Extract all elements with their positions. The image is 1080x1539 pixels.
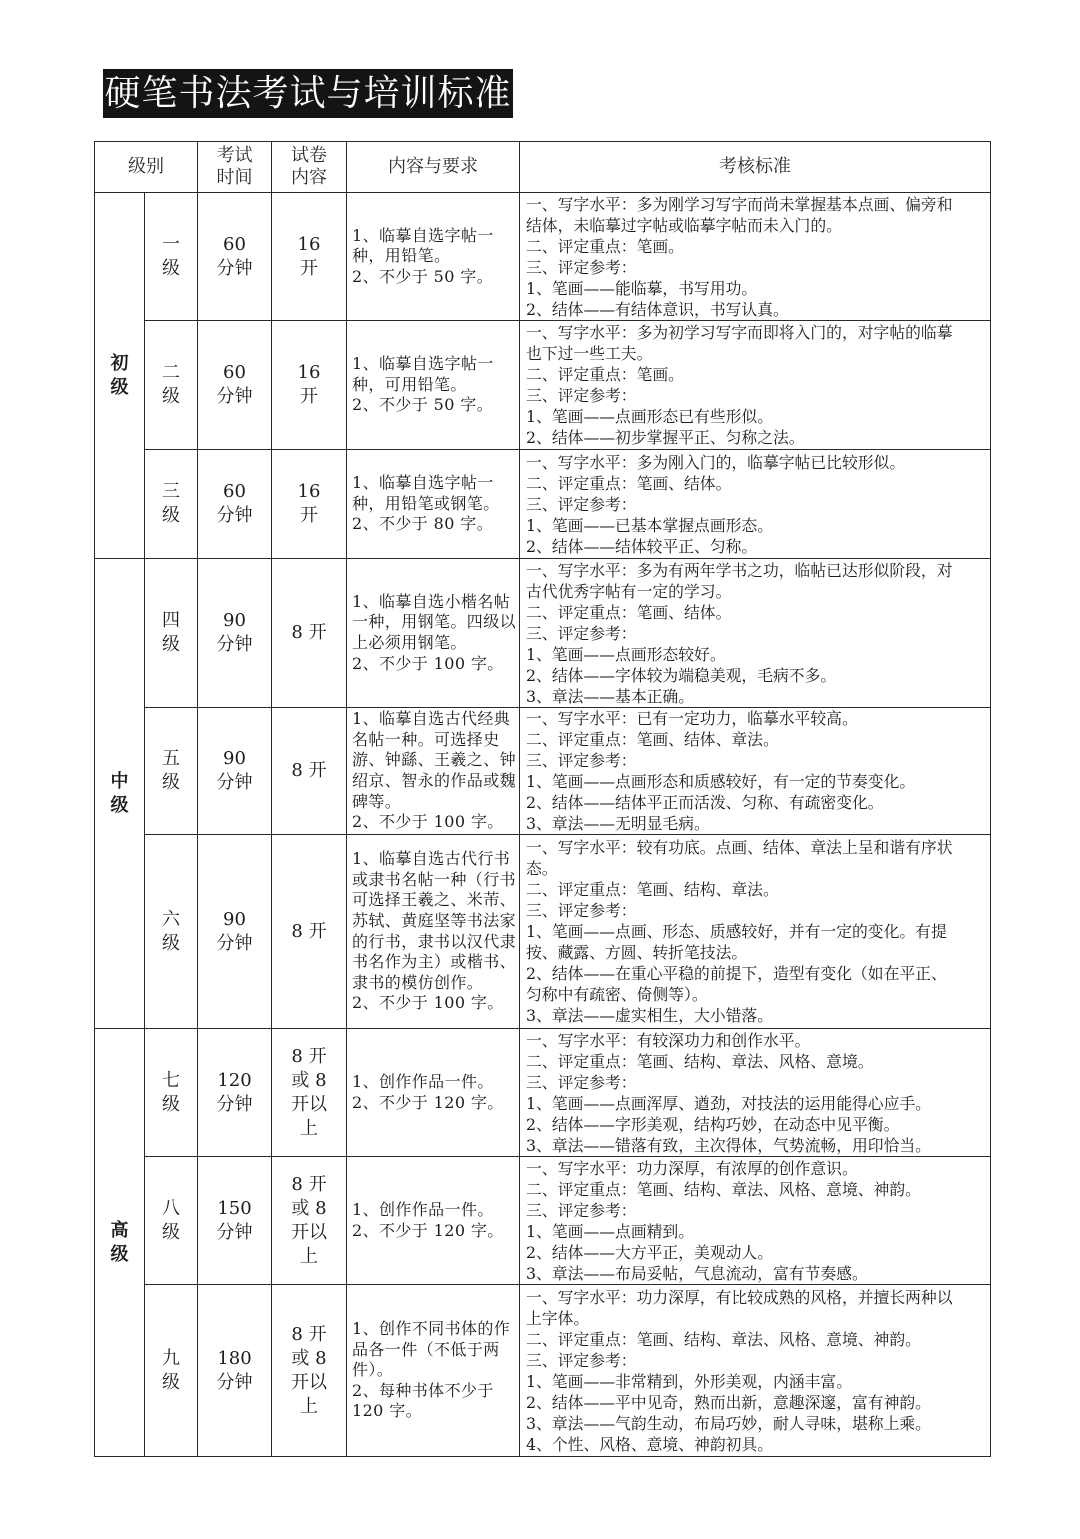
level-cell (145, 708, 198, 835)
level-label: 八级 (162, 1197, 180, 1243)
level-label: 三级 (162, 481, 180, 526)
time-text: 90 分钟 (216, 610, 253, 655)
level-group-label: 高级 (110, 1219, 129, 1265)
standards-line: 也下过一些工夫。 (526, 344, 653, 363)
level-cell (145, 450, 198, 559)
paper-text: 8 开 (291, 622, 327, 643)
time-cell (198, 450, 272, 559)
standards-line: 一、写字水平：功力深厚，有比较成熟的风格，并擅长两种以 (526, 1287, 953, 1307)
paper-text: 8 开或 8 开以上 (291, 1173, 327, 1267)
paper-cell (272, 1157, 347, 1285)
table-row (95, 321, 991, 450)
standards-cell (520, 708, 991, 835)
requirements-cell (347, 559, 520, 708)
paper-text: 8 开 (291, 920, 327, 942)
time-cell (198, 559, 272, 708)
standards-line: 二、评定重点：笔画、结构、章法、风格、意境、神韵。 (526, 1329, 921, 1349)
header-requirements: 内容与要求 (347, 142, 520, 193)
standards-line: 2、结体——在重心平稳的前提下，造型有变化（如在平正、 (526, 964, 947, 983)
table-row (95, 708, 991, 835)
standards-line: 态。 (526, 859, 558, 878)
standards-line: 三、评定参考： (526, 257, 637, 277)
standards-line: 1、笔画——点画、形态、质感较好，并有一定的变化。有提 (526, 922, 947, 941)
standards-line: 3、章法——无明显毛病。 (526, 814, 710, 833)
standards-line: 2、结体——字形美观，结构巧妙，在动态中见平衡。 (526, 1114, 900, 1134)
time-cell (198, 1157, 272, 1285)
level-label: 七级 (162, 1069, 180, 1115)
standards-line: 一、写字水平：多为初学习写字而即将入门的，对字帖的临摹 (526, 323, 953, 342)
time-cell (198, 321, 272, 450)
level-cell (145, 321, 198, 450)
standards-line: 一、写字水平：多为刚入门的，临摹字帖已比较形似。 (526, 452, 906, 472)
standards-line: 一、写字水平：多为有两年学书之功，临帖已达形似阶段，对 (526, 560, 953, 580)
level-group-cell (95, 193, 145, 559)
level-label: 一级 (162, 233, 180, 279)
standards-line: 2、结体——字体较为端稳美观，毛病不多。 (526, 665, 837, 685)
standards-cell (520, 559, 991, 708)
requirements-line: 2、不少于 120 字。 (352, 1220, 504, 1240)
standards-cell (520, 193, 991, 321)
time-cell (198, 1285, 272, 1457)
level-cell (145, 1029, 198, 1157)
standards-line: 上字体。 (526, 1308, 590, 1328)
paper-text: 8 开或 8 开以上 (291, 1045, 327, 1139)
paper-text: 8 开或 8 开以上 (291, 1323, 327, 1417)
standards-line: 匀称中有疏密、倚侧等）。 (526, 985, 708, 1004)
requirements-line: 1、临摹自选字帖一种，用铅笔或钢笔。 (352, 473, 500, 513)
standards-line: 2、结体——大方平正，美观动人。 (526, 1242, 774, 1262)
standards-cell (520, 835, 991, 1029)
standards-line: 三、评定参考： (526, 386, 637, 405)
header-time-text: 考试时间 (216, 145, 253, 188)
level-label: 六级 (162, 908, 180, 954)
paper-cell (272, 450, 347, 559)
requirements-cell (347, 1029, 520, 1157)
standards-line: 3、章法——基本正确。 (526, 686, 695, 706)
time-cell (198, 835, 272, 1029)
standards-cell (520, 1157, 991, 1285)
standards-line: 1、笔画——已基本掌握点画形态。 (526, 515, 774, 535)
level-cell (145, 1157, 198, 1285)
requirements-cell (347, 835, 520, 1029)
standards-line: 一、写字水平：较有功底。点画、结体、章法上呈和谐有序状 (526, 838, 953, 857)
paper-cell (272, 708, 347, 835)
standards-line: 3、章法——布局妥帖，气息流动，富有节奏感。 (526, 1263, 868, 1283)
requirements-cell (347, 193, 520, 321)
table-row (95, 450, 991, 559)
requirements-line: 2、不少于 120 字。 (352, 1092, 504, 1112)
level-cell (145, 1285, 198, 1457)
time-text: 60 分钟 (216, 233, 253, 279)
paper-cell (272, 559, 347, 708)
requirements-cell (347, 450, 520, 559)
requirements-line: 1、临摹自选古代经典名帖一种。可选择史游、钟繇、王羲之、钟绍京、智永的作品或魏碑等。 (352, 709, 517, 811)
time-text: 90 分钟 (216, 908, 253, 954)
table-row (95, 1285, 991, 1457)
table-header-row (95, 142, 991, 193)
page-title: 硬笔书法考试与培训标准 (103, 69, 513, 118)
level-cell (145, 193, 198, 321)
paper-text: 16 开 (297, 233, 321, 279)
level-group-cell (95, 1029, 145, 1457)
requirements-line: 1、临摹自选字帖一种，可用铅笔。 (352, 354, 494, 394)
level-group-cell (95, 559, 145, 1029)
table-row (95, 835, 991, 1029)
standards-line: 三、评定参考： (526, 494, 637, 514)
requirements-line: 2、不少于 50 字。 (352, 266, 494, 286)
header-paper-text: 试卷内容 (291, 145, 327, 188)
standards-line: 一、写字水平：有较深功力和创作水平。 (526, 1030, 811, 1050)
header-time (198, 142, 272, 193)
standards-cell (520, 1029, 991, 1157)
header-paper (272, 142, 347, 193)
standards-line: 1、笔画——点画浑厚、遒劲，对技法的运用能得心应手。 (526, 1093, 931, 1113)
standards-line: 一、写字水平：已有一定功力，临摹水平较高。 (526, 709, 858, 728)
time-text: 180 分钟 (216, 1347, 253, 1393)
time-text: 60 分钟 (216, 362, 253, 407)
standards-line: 4、个性、风格、意境、神韵初具。 (526, 1434, 774, 1454)
table-row (95, 193, 991, 321)
level-label: 九级 (162, 1347, 180, 1393)
standards-line: 1、笔画——点画形态和质感较好，有一定的节奏变化。 (526, 772, 916, 791)
standards-line: 三、评定参考： (526, 751, 637, 770)
table-body (95, 193, 991, 1457)
standards-line: 3、章法——错落有致，主次得体，气势流畅，用印恰当。 (526, 1135, 931, 1155)
requirements-line: 2、不少于 50 字。 (352, 395, 494, 415)
standards-line: 二、评定重点：笔画、结体、章法。 (526, 730, 779, 749)
requirements-line: 1、临摹自选小楷名帖一种，用钢笔。四级以上必须用钢笔。 (352, 591, 517, 652)
time-text: 60 分钟 (216, 481, 253, 526)
paper-cell (272, 321, 347, 450)
level-cell (145, 835, 198, 1029)
table-row (95, 1029, 991, 1157)
standards-line: 古代优秀字帖有一定的学习。 (526, 581, 732, 601)
time-cell (198, 1029, 272, 1157)
paper-text: 16 开 (297, 362, 321, 407)
time-text: 120 分钟 (216, 1069, 253, 1115)
time-text: 90 分钟 (216, 748, 253, 793)
requirements-line: 2、不少于 100 字。 (352, 993, 504, 1013)
standards-line: 1、笔画——能临摹，书写用功。 (526, 278, 758, 298)
time-cell (198, 708, 272, 835)
standards-line: 二、评定重点：笔画、结体。 (526, 602, 732, 622)
standards-line: 二、评定重点：笔画。 (526, 365, 684, 384)
standards-line: 2、结体——平中见奇，熟而出新，意趣深邃，富有神韵。 (526, 1392, 931, 1412)
standards-line: 1、笔画——点画精到。 (526, 1221, 695, 1241)
standards-line: 1、笔画——点画形态较好。 (526, 644, 726, 664)
standards-line: 三、评定参考： (526, 623, 637, 643)
table-row (95, 559, 991, 708)
standards-line: 三、评定参考： (526, 1350, 637, 1370)
header-level: 级别 (95, 142, 198, 193)
standards-line: 一、写字水平：功力深厚，有浓厚的创作意识。 (526, 1158, 858, 1178)
requirements-line: 1、创作作品一件。 (352, 1199, 494, 1219)
requirements-cell (347, 1157, 520, 1285)
paper-cell (272, 1029, 347, 1157)
requirements-line: 1、临摹自选古代行书或隶书名帖一种（行书可选择王羲之、米芾、苏轼、黄庭坚等书法家的行书，隶书以汉代隶书名作为主）或楷书、隶书的模仿创作。 (352, 849, 517, 992)
standards-line: 3、章法——虚实相生，大小错落。 (526, 1006, 774, 1025)
standards-line: 2、结体——结体较平正、匀称。 (526, 536, 758, 556)
time-cell (198, 193, 272, 321)
level-label: 二级 (162, 362, 180, 407)
paper-text: 8 开 (291, 760, 327, 781)
standards-line: 2、结体——有结体意识，书写认真。 (526, 299, 789, 319)
standards-line: 1、笔画——点画形态已有些形似。 (526, 407, 774, 426)
header-standards: 考核标准 (520, 142, 991, 193)
standards-cell (520, 1285, 991, 1457)
standards-line: 3、章法——气韵生动，布局巧妙，耐人寻味，堪称上乘。 (526, 1413, 931, 1433)
standards-line: 结体，未临摹过字帖或临摹字帖而未入门的。 (526, 215, 842, 235)
requirements-cell (347, 1285, 520, 1457)
requirements-line: 1、临摹自选字帖一种，用铅笔。 (352, 225, 494, 266)
standards-line: 二、评定重点：笔画、结构、章法。 (526, 880, 779, 899)
requirements-line: 1、创作作品一件。 (352, 1071, 494, 1091)
paper-text: 16 开 (297, 481, 321, 526)
standards-line: 2、结体——初步掌握平正、匀称之法。 (526, 428, 805, 447)
level-cell (145, 559, 198, 708)
standards-line: 1、笔画——非常精到，外形美观，内涵丰富。 (526, 1371, 852, 1391)
level-group-label: 中级 (110, 770, 129, 816)
standards-line: 二、评定重点：笔画、结体。 (526, 473, 732, 493)
standards-table (94, 141, 991, 1457)
standards-line: 2、结体——结体平正而活泼、匀称、有疏密变化。 (526, 793, 884, 812)
standards-line: 二、评定重点：笔画、结构、章法、风格、意境。 (526, 1051, 874, 1071)
paper-cell (272, 1285, 347, 1457)
requirements-line: 2、每种书体不少于 120 字。 (352, 1380, 494, 1421)
standards-cell (520, 450, 991, 559)
standards-line: 三、评定参考： (526, 1200, 637, 1220)
level-label: 四级 (162, 610, 180, 655)
standards-cell (520, 321, 991, 450)
requirements-cell (347, 321, 520, 450)
time-text: 150 分钟 (216, 1197, 253, 1243)
table-row (95, 1157, 991, 1285)
level-label: 五级 (162, 748, 180, 793)
requirements-cell (347, 708, 520, 835)
standards-line: 二、评定重点：笔画。 (526, 236, 684, 256)
paper-cell (272, 193, 347, 321)
requirements-line: 2、不少于 80 字。 (352, 514, 494, 534)
standards-line: 一、写字水平：多为刚学习写字而尚未掌握基本点画、偏旁和 (526, 194, 953, 214)
requirements-line: 2、不少于 100 字。 (352, 653, 504, 673)
standards-line: 按、藏露、方圆、转折笔技法。 (526, 943, 748, 962)
standards-line: 三、评定参考： (526, 901, 637, 920)
level-group-label: 初级 (110, 352, 129, 398)
paper-cell (272, 835, 347, 1029)
standards-line: 二、评定重点：笔画、结构、章法、风格、意境、神韵。 (526, 1179, 921, 1199)
requirements-line: 1、创作不同书体的作品各一件（不低于两件）。 (352, 1319, 511, 1380)
standards-line: 三、评定参考： (526, 1072, 637, 1092)
requirements-line: 2、不少于 100 字。 (352, 812, 504, 832)
